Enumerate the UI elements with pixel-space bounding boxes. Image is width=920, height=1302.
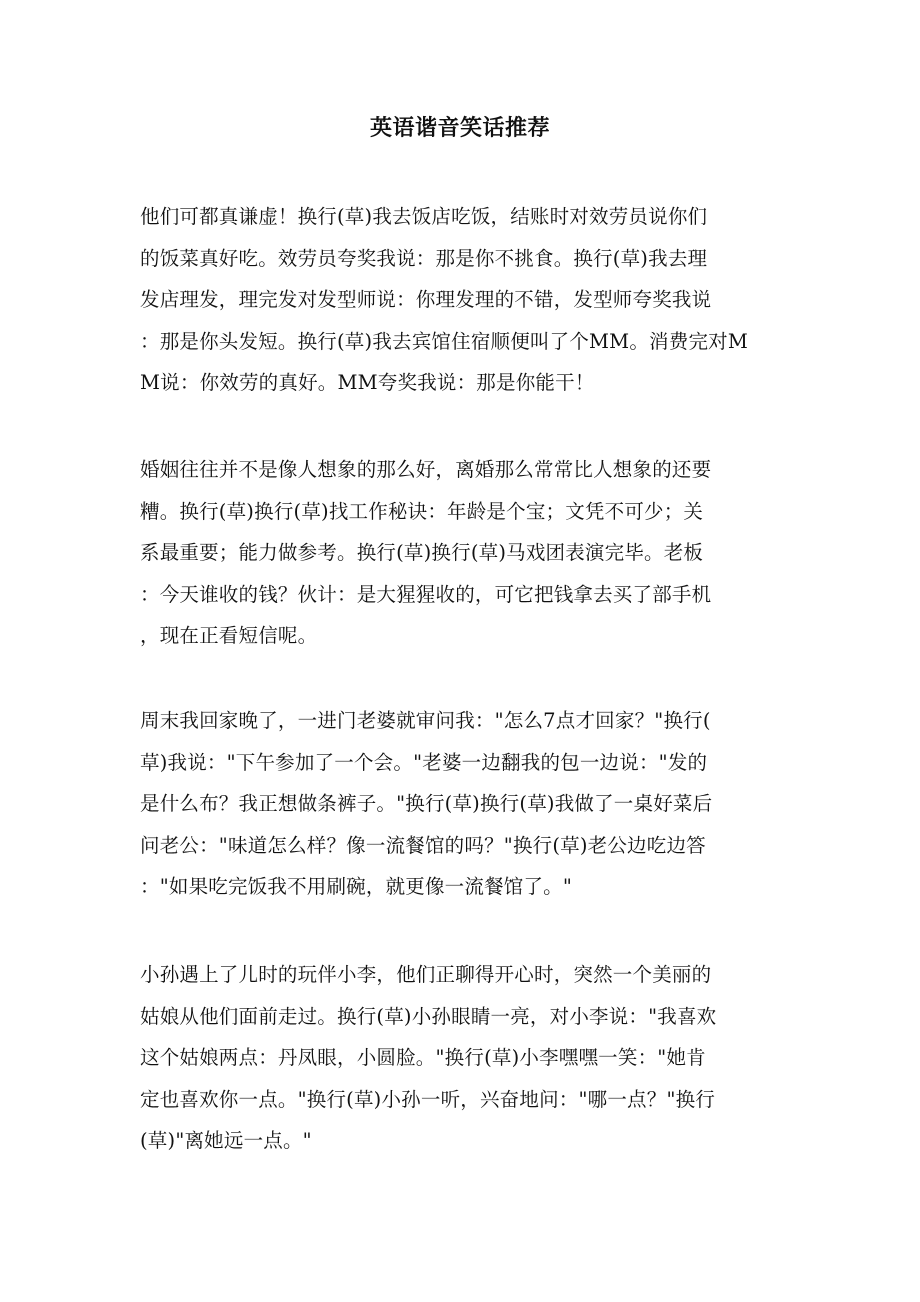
paragraph-line: 这个姑娘两点：丹凤眼，小圆脸。"换行(草)小李嘿嘿一笑："她肯 <box>140 1046 706 1069</box>
paragraph-line: ：今天谁收的钱？伙计：是大猩猩收的，可它把钱拿去买了部手机 <box>140 582 712 606</box>
paragraph-line: M说：你效劳的真好。MM夸奖我说：那是你能干！ <box>140 371 595 394</box>
paragraph-line: 问老公："味道怎么样？像一流餐馆的吗？"换行(草)老公边吃边答 <box>140 833 706 857</box>
document-title: 英语谐音笑话推荐 <box>369 115 550 141</box>
paragraph-line: ："如果吃完饭我不用刷碗，就更像一流餐馆了。" <box>140 875 573 898</box>
paragraph-line: 姑娘从他们面前走过。换行(草)小孙眼睛一亮，对小李说："我喜欢 <box>140 1004 717 1028</box>
paragraph-2 <box>140 449 780 657</box>
paragraph-line: ：那是你头发短。换行(草)我去宾馆住宿顺便叫了个MM。消费完对M <box>140 329 749 353</box>
paragraph-line: 小孙遇上了儿时的玩伴小李，他们正聊得开心时，突然一个美丽的 <box>140 963 712 986</box>
paragraph-line: 是什么布？我正想做条裤子。"换行(草)换行(草)我做了一桌好菜后 <box>140 792 713 815</box>
paragraph-line: 系最重要；能力做参考。换行(草)换行(草)马戏团表演完毕。老板 <box>140 541 704 564</box>
paragraph-line: 定也喜欢你一点。"换行(草)小孙一听，兴奋地问："哪一点？"换行 <box>140 1087 716 1111</box>
paragraph-line: 婚姻往往并不是像人想象的那么好，离婚那么常常比人想象的还要 <box>140 458 712 481</box>
paragraph-line: (草)"离她远一点。" <box>140 1129 312 1152</box>
paragraph-line: 草)我说："下午参加了一个会。"老婆一边翻我的包一边说："发的 <box>140 750 708 774</box>
paragraph-4 <box>140 954 780 1162</box>
paragraph-line: 周末我回家晚了，一进门老婆就审问我："怎么7点才回家？"换行( <box>140 709 711 732</box>
paragraph-3 <box>140 700 780 908</box>
paragraph-line: 糟。换行(草)换行(草)找工作秘诀：年龄是个宝；文凭不可少；关 <box>140 499 704 523</box>
paragraph-line: 他们可都真谦虚！换行(草)我去饭店吃饭，结账时对效劳员说你们 <box>140 205 708 228</box>
paragraph-1 <box>140 196 780 404</box>
paragraph-line: 的饭菜真好吃。效劳员夸奖我说：那是你不挑食。换行(草)我去理 <box>140 246 708 270</box>
paragraph-line: ，现在正看短信呢。 <box>140 624 318 647</box>
paragraph-line: 发店理发，理完发对发型师说：你理发理的不错，发型师夸奖我说 <box>140 288 712 311</box>
